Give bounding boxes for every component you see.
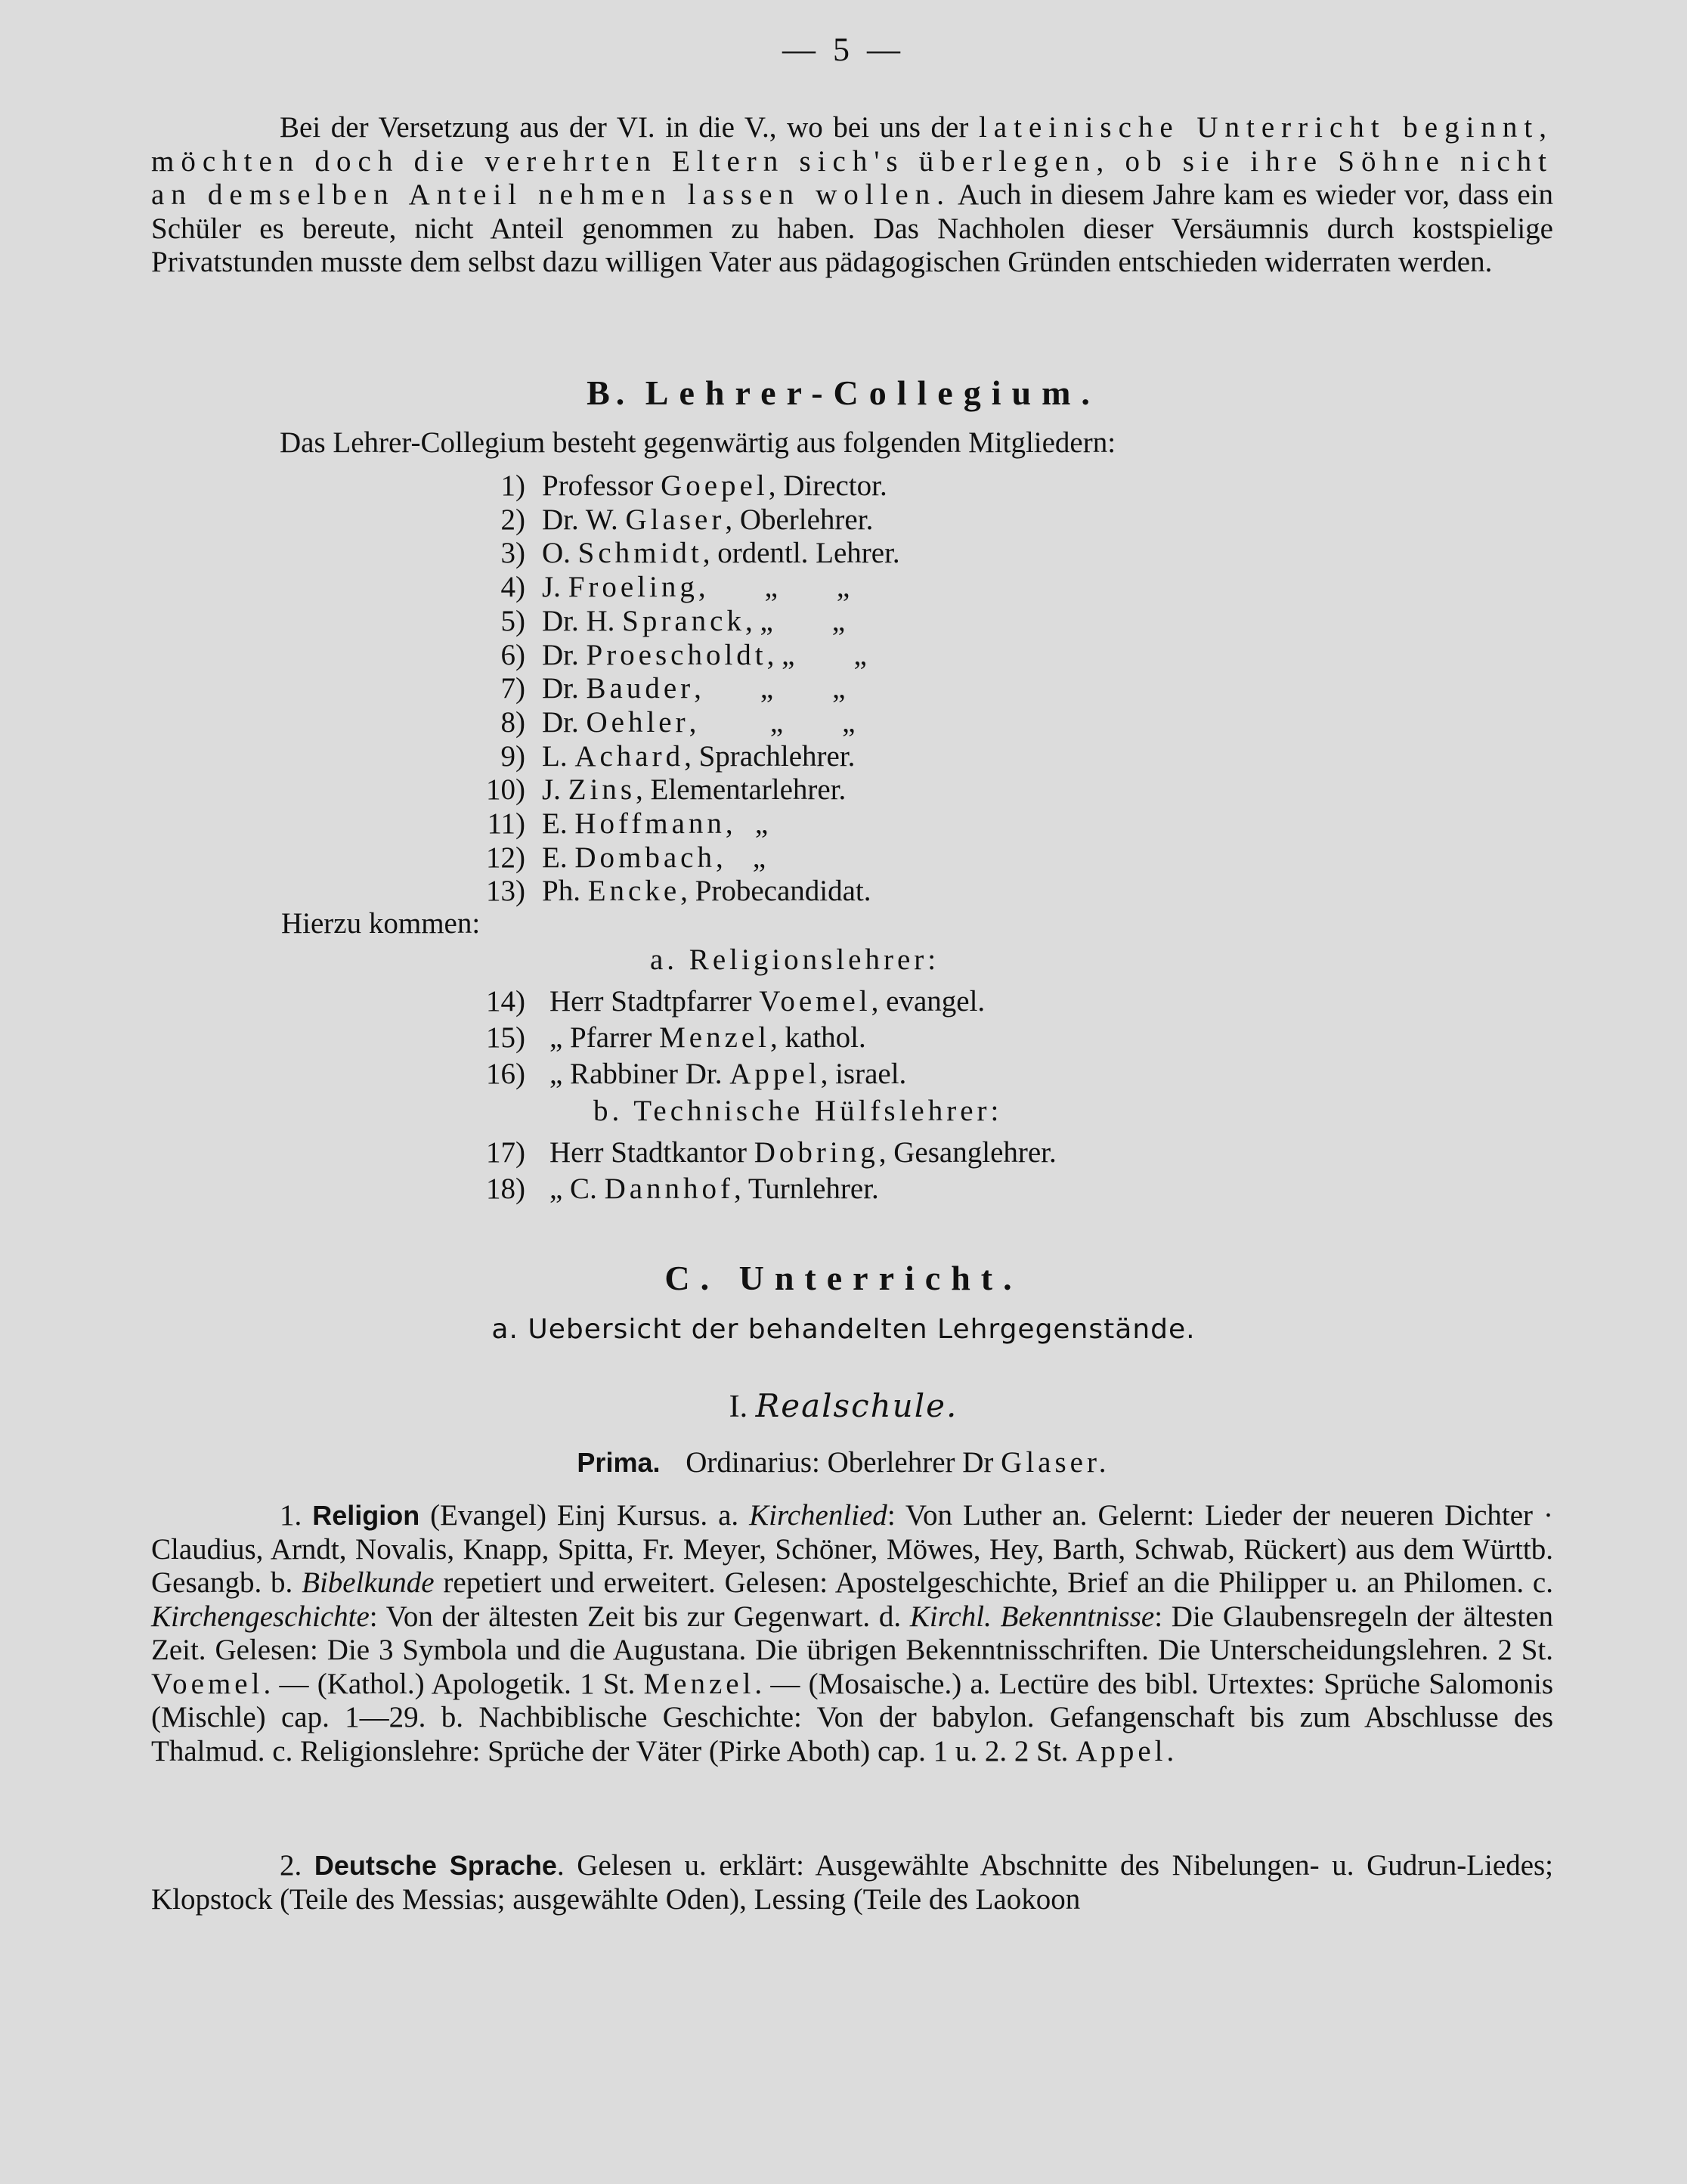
item-text: J. Zins, Elementarlehrer. [542,773,847,807]
realschule-heading [0,1387,1687,1425]
hierzu-label: Hierzu kommen: [281,907,481,940]
section-b-title: Lehrer-Collegium. [645,373,1100,412]
person-name: Bauder [586,672,695,705]
person-name: Dannhof [604,1173,735,1205]
person-name: Dobring [754,1136,879,1169]
person-name: Spranck [622,604,745,637]
item-number: 7) [500,672,525,705]
intro-rest: Auch in diesem Jahre kam es wieder vor, dass ein Schüler es bereute, nicht Anteil genommen zu haben. Das Nachholen dieser Versäumnis durch kostspielige Privatstunden musste dem selbst dazu willigen Vater aus pädagogischen Gründen entschieden widerraten werden. [151,178,1553,278]
item-number: 13) [486,875,525,908]
section-c-title: Unterricht. [738,1259,1023,1297]
section-b-heading [0,373,1687,413]
item-number: 15) [486,1021,525,1054]
section-c-letter: C. [664,1259,720,1297]
item-number: 5) [500,604,525,637]
prima-name: Glaser. [1001,1446,1110,1479]
prima-label: Prima. [577,1447,661,1478]
item-text: „ Pfarrer Menzel, kathol. [549,1021,866,1054]
section-c-heading [0,1258,1687,1298]
item-text: Dr. W. Glaser, Oberlehrer. [542,503,874,536]
item-text: Professor Goepel, Director. [542,469,887,502]
person-name: Achard [574,739,685,773]
item-text: Ph. Encke, Probecandidat. [542,875,871,908]
person-name: Goepel [661,469,769,502]
item-text: L. Achard, Sprachlehrer. [542,739,856,773]
item-number: 1) [500,469,525,502]
item-text: E. Dombach, „ [542,841,766,874]
subsection-a-heading: a. Uebersicht der behandelten Lehrgegenstände. [491,1314,1196,1345]
item-number: 9) [500,739,525,773]
religion-paragraph: 1. Religion (Evangel) Einj Kursus. a. Kirchenlied: Von Luther an. Gelernt: Lieder der neueren Dichter · Claudius, Arndt, Novalis, Knapp, Spitta, Fr. Meyer, Schöner, Möwes, Hey, Barth, Schwab, Rückert) aus dem Württb. Gesangb. b. Bibelkunde repetiert und erweitert. Gelesen: Apostelgeschichte, Brief an die Philipper u. an Philomen. c. Kirchengeschichte: Von der ältesten Zeit bis zur Gegenwart. d. Kirchl. Bekenntnisse: Die Glaubensregeln der ältesten Zeit. Gelesen: Die 3 Symbola und die Augustana. Die übrigen Bekenntnisschriften. Die Unterscheidungslehren. 2 St. Voemel. — (Kathol.) Apologetik. 1 St. Menzel. — (Mosaische.) a. Lectüre des bibl. Urtextes: Sprüche Salomonis (Mischle) cap. 1—29. b. Nachbiblische Geschichte: Von der babylon. Gefangenschaft bis zum Abschlusse des Thalmud. c. Religionslehre: Sprüche der Väter (Pirke Aboth) cap. 1 u. 2. 2 St. Appel. [151,1499,1554,1767]
item-text: Herr Stadtkantor Dobring, Gesanglehrer. [549,1136,1057,1169]
person-name: Voemel [759,985,871,1018]
item-number: 6) [500,638,525,671]
prima-text: Ordinarius: Oberlehrer Dr [686,1446,994,1479]
item-text: Dr. H. Spranck, „ „ [542,604,846,637]
item-text: Dr. Bauder, „ „ [542,672,846,705]
item-number: 8) [500,705,525,739]
person-name: Proescholdt [586,638,767,671]
intro-spaced: lateinische Unterricht beginnt, möchten doch die verehrten Eltern sich's überlegen, ob sie ihre Söhne nicht an demselben Anteil nehmen lassen wollen. [151,111,1553,211]
item-text: „ C. Dannhof, Turnlehrer. [549,1173,879,1205]
group-b-heading: b. Technische Hülfslehrer: [593,1095,1003,1127]
deutsch-subject: Deutsche Sprache [314,1850,557,1881]
item-number: 10) [486,773,525,807]
item-text: E. Hoffmann, „ [542,807,769,840]
deutsch-paragraph: 2. Deutsche Sprache. Gelesen u. erklärt: Ausgewählte Abschnitte des Nibelungen- u. Gudrun-Liedes; Klopstock (Teile des Messias; ausgewählte Oden), Lessing (Teile des Laokoon [151,1849,1554,1916]
person-name: Froeling [568,571,698,604]
item-number: 17) [486,1136,525,1169]
person-name: Zins [568,773,636,807]
item-text: J. Froeling, „ „ [542,571,850,604]
item-number: 11) [487,807,525,840]
person-name: Menzel [659,1021,771,1054]
person-name: Appel [729,1058,821,1090]
item-number: 2) [500,503,525,536]
person-name: Encke [587,875,681,908]
item-text: O. Schmidt, ordentl. Lehrer. [542,537,900,570]
person-name: Glaser [625,503,726,536]
person-name: Dombach [574,841,716,874]
group-a-heading: a. Religionslehrer: [650,943,940,976]
item-number: 3) [500,537,525,570]
realschule-num: I. [729,1389,748,1424]
collegium-intro: Das Lehrer-Collegium besteht gegenwärtig aus folgenden Mitgliedern: [280,426,1116,459]
item-number: 16) [486,1058,525,1090]
item-number: 4) [500,571,525,604]
item-text: Dr. Oehler, „ „ [542,705,856,739]
person-name: Hoffmann [574,807,726,840]
religion-subject: Religion [312,1500,420,1531]
page-number: — 5 — [782,31,905,68]
item-number: 18) [486,1173,525,1205]
item-text: Herr Stadtpfarrer Voemel, evangel. [549,985,986,1018]
item-number: 14) [486,985,525,1018]
prima-heading [0,1445,1687,1479]
intro-paragraph [151,111,1553,280]
person-name: Schmidt [577,537,703,570]
realschule-title: Realschule. [755,1387,958,1424]
person-name: Oehler [586,705,689,739]
item-text: „ Rabbiner Dr. Appel, israel. [549,1058,907,1090]
item-text: Dr. Proescholdt, „ „ [542,638,867,671]
intro-lead: Bei der Versetzung aus der VI. in die V., wo bei uns der [280,111,969,144]
item-number: 12) [486,841,525,874]
section-b-letter: B. [587,373,631,412]
